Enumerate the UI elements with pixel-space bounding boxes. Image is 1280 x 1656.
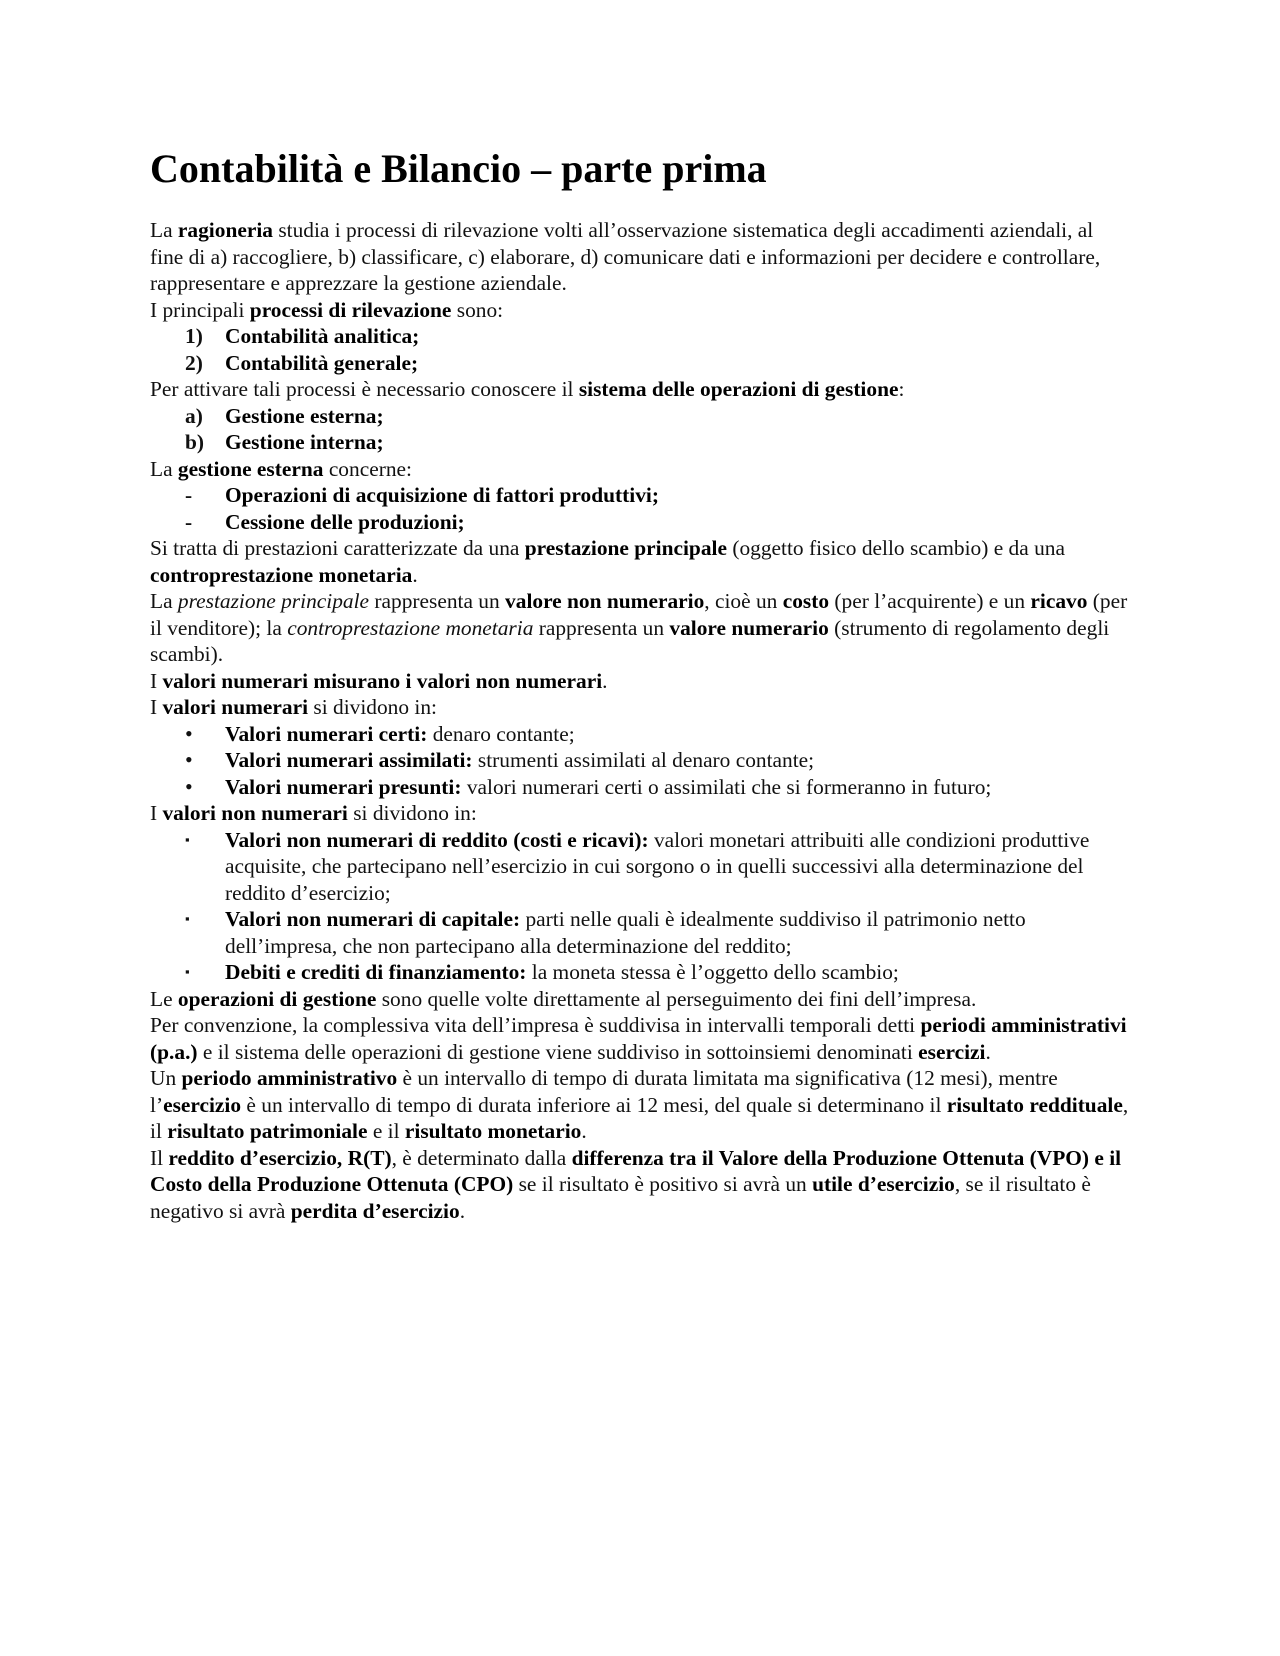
text: (oggetto fisico dello scambio) e da una [726, 536, 1065, 560]
text: I principali [150, 297, 250, 322]
bold-term: periodi amministrativi (p.a.) [150, 1013, 1127, 1064]
paragraph-prestazione-principale [150, 588, 1130, 668]
bold-term: controprestazione monetaria [150, 562, 413, 587]
list-item-text [225, 721, 1130, 748]
bold-term: valori numerari misurano i valori non numerari [162, 668, 603, 693]
list-item-text: Cessione delle produzioni; [225, 509, 465, 534]
bold-term: operazioni di gestione [177, 986, 377, 1011]
list-item-desc: parti nelle quali è idealmente suddiviso il patrimonio netto dell’impresa, che non partecipano alla determinazione del reddito; [225, 907, 1026, 958]
text: studia i processi di rilevazione volti all’osservazione sistematica degli accadimenti aziendali, al fine di a) raccogliere, b) classificare, c) elaborare, d) comunicare dati e informazioni per decidere e controllare, rappresentare e apprezzare la gestione aziendale. [150, 218, 1101, 295]
text: . [459, 1198, 466, 1223]
text: concerne: [323, 456, 412, 481]
bold-term: risultato patrimoniale [167, 1119, 368, 1143]
bold-term: risultato monetario [404, 1119, 582, 1143]
list-item-desc: valori numerari certi o assimilati che si formeranno in futuro; [461, 774, 992, 799]
text: sono: [451, 297, 504, 322]
list-item-label: Valori numerari presunti: [225, 774, 462, 799]
bold-term: gestione esterna [177, 456, 324, 481]
list-item-text [225, 747, 1130, 774]
paragraph-valori-numerari [150, 694, 1130, 721]
list-item [150, 323, 1130, 350]
bold-term: valori non numerari [162, 801, 348, 825]
italic-term: prestazione principale [177, 589, 370, 613]
paragraph-periodi-amministrativi [150, 1012, 1130, 1065]
paragraph-valori-misurano [150, 668, 1130, 695]
document-page [150, 145, 1130, 1224]
list-item [150, 403, 1130, 430]
text: (per il venditore); la [150, 589, 1128, 640]
square-bullet-icon: ▪ [185, 964, 190, 979]
text: rappresenta un [369, 589, 506, 613]
text: sono quelle volte direttamente al perseguimento dei fini dell’impresa. [376, 986, 977, 1011]
text: si dividono in: [308, 695, 437, 719]
text: Per attivare tali processi è necessario conoscere il [150, 377, 579, 401]
text: Si tratta di prestazioni caratterizzate da una [150, 536, 525, 560]
list-item-text [225, 774, 1130, 801]
text: Per convenzione, la complessiva vita dell’impresa è suddivisa in intervalli temporali detti [150, 1013, 921, 1037]
text: Un [150, 1066, 182, 1090]
list-item [150, 827, 1130, 907]
list-item [150, 350, 1130, 377]
bold-term: sistema delle operazioni di gestione [578, 377, 899, 401]
bullet-icon: • [185, 773, 193, 799]
list-marker: 2) [185, 350, 203, 375]
text: La [150, 456, 178, 481]
paragraph-gestione-esterna [150, 456, 1130, 483]
paragraph-reddito-esercizio [150, 1145, 1130, 1225]
paragraph-sistema-operazioni [150, 376, 1130, 403]
text: I [150, 695, 163, 719]
text: . [602, 668, 608, 693]
bold-term: ragioneria [177, 218, 273, 242]
bullet-icon: • [185, 747, 193, 772]
list-item-text: Gestione esterna; [225, 403, 384, 428]
bold-term: processi di rilevazione [249, 297, 452, 322]
list-item-label: Valori numerari assimilati: [225, 748, 473, 772]
list-item-desc: la moneta stessa è l’oggetto dello scambio; [526, 960, 899, 984]
paragraph-periodo-esercizio [150, 1065, 1130, 1145]
bullet-icon: • [185, 720, 193, 746]
list-item [150, 721, 1130, 748]
text: è un intervallo di tempo di durata limitata ma significativa (12 mesi), mentre l’ [150, 1066, 1058, 1117]
list-marker: a) [185, 403, 203, 428]
text: se il risultato è positivo si avrà un [513, 1172, 813, 1196]
italic-term: controprestazione monetaria [287, 615, 534, 640]
text: I [150, 801, 163, 825]
list-item-text [225, 906, 1130, 959]
paragraph-valori-non-numerari [150, 800, 1130, 827]
text: rappresenta un [533, 615, 670, 640]
text: . [985, 1039, 991, 1064]
bold-term: risultato reddituale [946, 1092, 1123, 1117]
list-item-text: Contabilità generale; [225, 350, 419, 375]
numbered-list-processi [150, 323, 1130, 376]
bold-term: valori numerari [162, 695, 309, 719]
text: e il sistema delle operazioni di gestione viene suddiviso in sottoinsiemi denominati [197, 1039, 919, 1064]
text: e il [367, 1119, 405, 1143]
list-item-label: Valori non numerari di capitale: [225, 907, 521, 931]
paragraph-prestazioni [150, 535, 1130, 588]
list-item [150, 774, 1130, 801]
text: . [412, 562, 418, 587]
text: , cioè un [704, 589, 783, 613]
bold-term: costo [782, 589, 830, 613]
text: , il [150, 1092, 1129, 1143]
list-item-desc: valori monetari attribuiti alle condizioni produttive acquisite, che partecipano nell’esercizio in cui sorgono o in quelli successivi alla determinazione del reddito d’esercizio; [225, 827, 1090, 905]
square-list-valori-non-numerari [150, 827, 1130, 986]
list-item [150, 509, 1130, 536]
bold-term: reddito d’esercizio, R(T) [168, 1145, 392, 1170]
list-item-label: Debiti e crediti di finanziamento: [225, 960, 527, 984]
list-item-desc: strumenti assimilati al denaro contante; [472, 748, 815, 772]
bold-term: periodo amministrativo [181, 1066, 398, 1090]
text: Le [150, 986, 178, 1011]
paragraph-ragioneria [150, 217, 1130, 297]
text: (per l’acquirente) e un [829, 589, 1031, 613]
bold-term: valore non numerario [505, 589, 705, 613]
bold-term: perdita d’esercizio [290, 1198, 460, 1223]
list-item [150, 429, 1130, 456]
list-item [150, 747, 1130, 774]
list-item [150, 959, 1130, 986]
list-item-label: Valori non numerari di reddito (costi e ricavi): [225, 827, 649, 852]
text: La [150, 589, 178, 613]
list-marker: b) [185, 430, 205, 454]
text: si dividono in: [347, 801, 477, 825]
list-item-text: Gestione interna; [225, 430, 384, 454]
paragraph-processi [150, 297, 1130, 324]
bold-term: differenza tra il Valore della Produzione Ottenuta (VPO) e il Costo della Produzione Ottenuta (CPO) [150, 1145, 1122, 1196]
text: (strumento di regolamento degli scambi). [150, 615, 1110, 666]
lettered-list-gestione [150, 403, 1130, 456]
list-item-text [225, 827, 1130, 907]
list-item [150, 482, 1130, 509]
list-item-label: Valori numerari certi: [225, 721, 428, 746]
text: , se il risultato è negativo si avrà [150, 1172, 1091, 1223]
bold-term: ricavo [1030, 589, 1088, 613]
text: è un intervallo di tempo di durata inferiore ai 12 mesi, del quale si determinano il [241, 1092, 947, 1117]
list-marker: - [185, 483, 193, 507]
list-marker: 1) [185, 324, 203, 348]
text: La [150, 218, 178, 242]
text: Il [150, 1145, 169, 1170]
list-item-text: Operazioni di acquisizione di fattori produttivi; [225, 483, 659, 507]
bold-term: valore numerario [669, 615, 829, 640]
list-marker: - [185, 509, 193, 534]
bullet-list-valori-numerari [150, 721, 1130, 801]
square-bullet-icon: ▪ [185, 831, 190, 847]
list-item-desc: denaro contante; [427, 721, 575, 746]
list-item [150, 906, 1130, 959]
bold-term: esercizi [918, 1039, 986, 1064]
bold-term: utile d’esercizio [812, 1172, 955, 1196]
text: , è determinato dalla [391, 1145, 572, 1170]
text: . [581, 1119, 587, 1143]
bold-term: prestazione principale [524, 536, 727, 560]
list-item-text: Contabilità analitica; [225, 324, 420, 348]
bold-term: esercizio [163, 1092, 242, 1117]
square-bullet-icon: ▪ [185, 911, 190, 926]
dash-list-gestione-esterna [150, 482, 1130, 535]
document-title: Contabilità e Bilancio – parte prima [150, 146, 767, 191]
text: : [898, 377, 905, 401]
paragraph-operazioni-gestione [150, 986, 1130, 1013]
text: I [150, 668, 163, 693]
list-item-text [225, 959, 1130, 986]
